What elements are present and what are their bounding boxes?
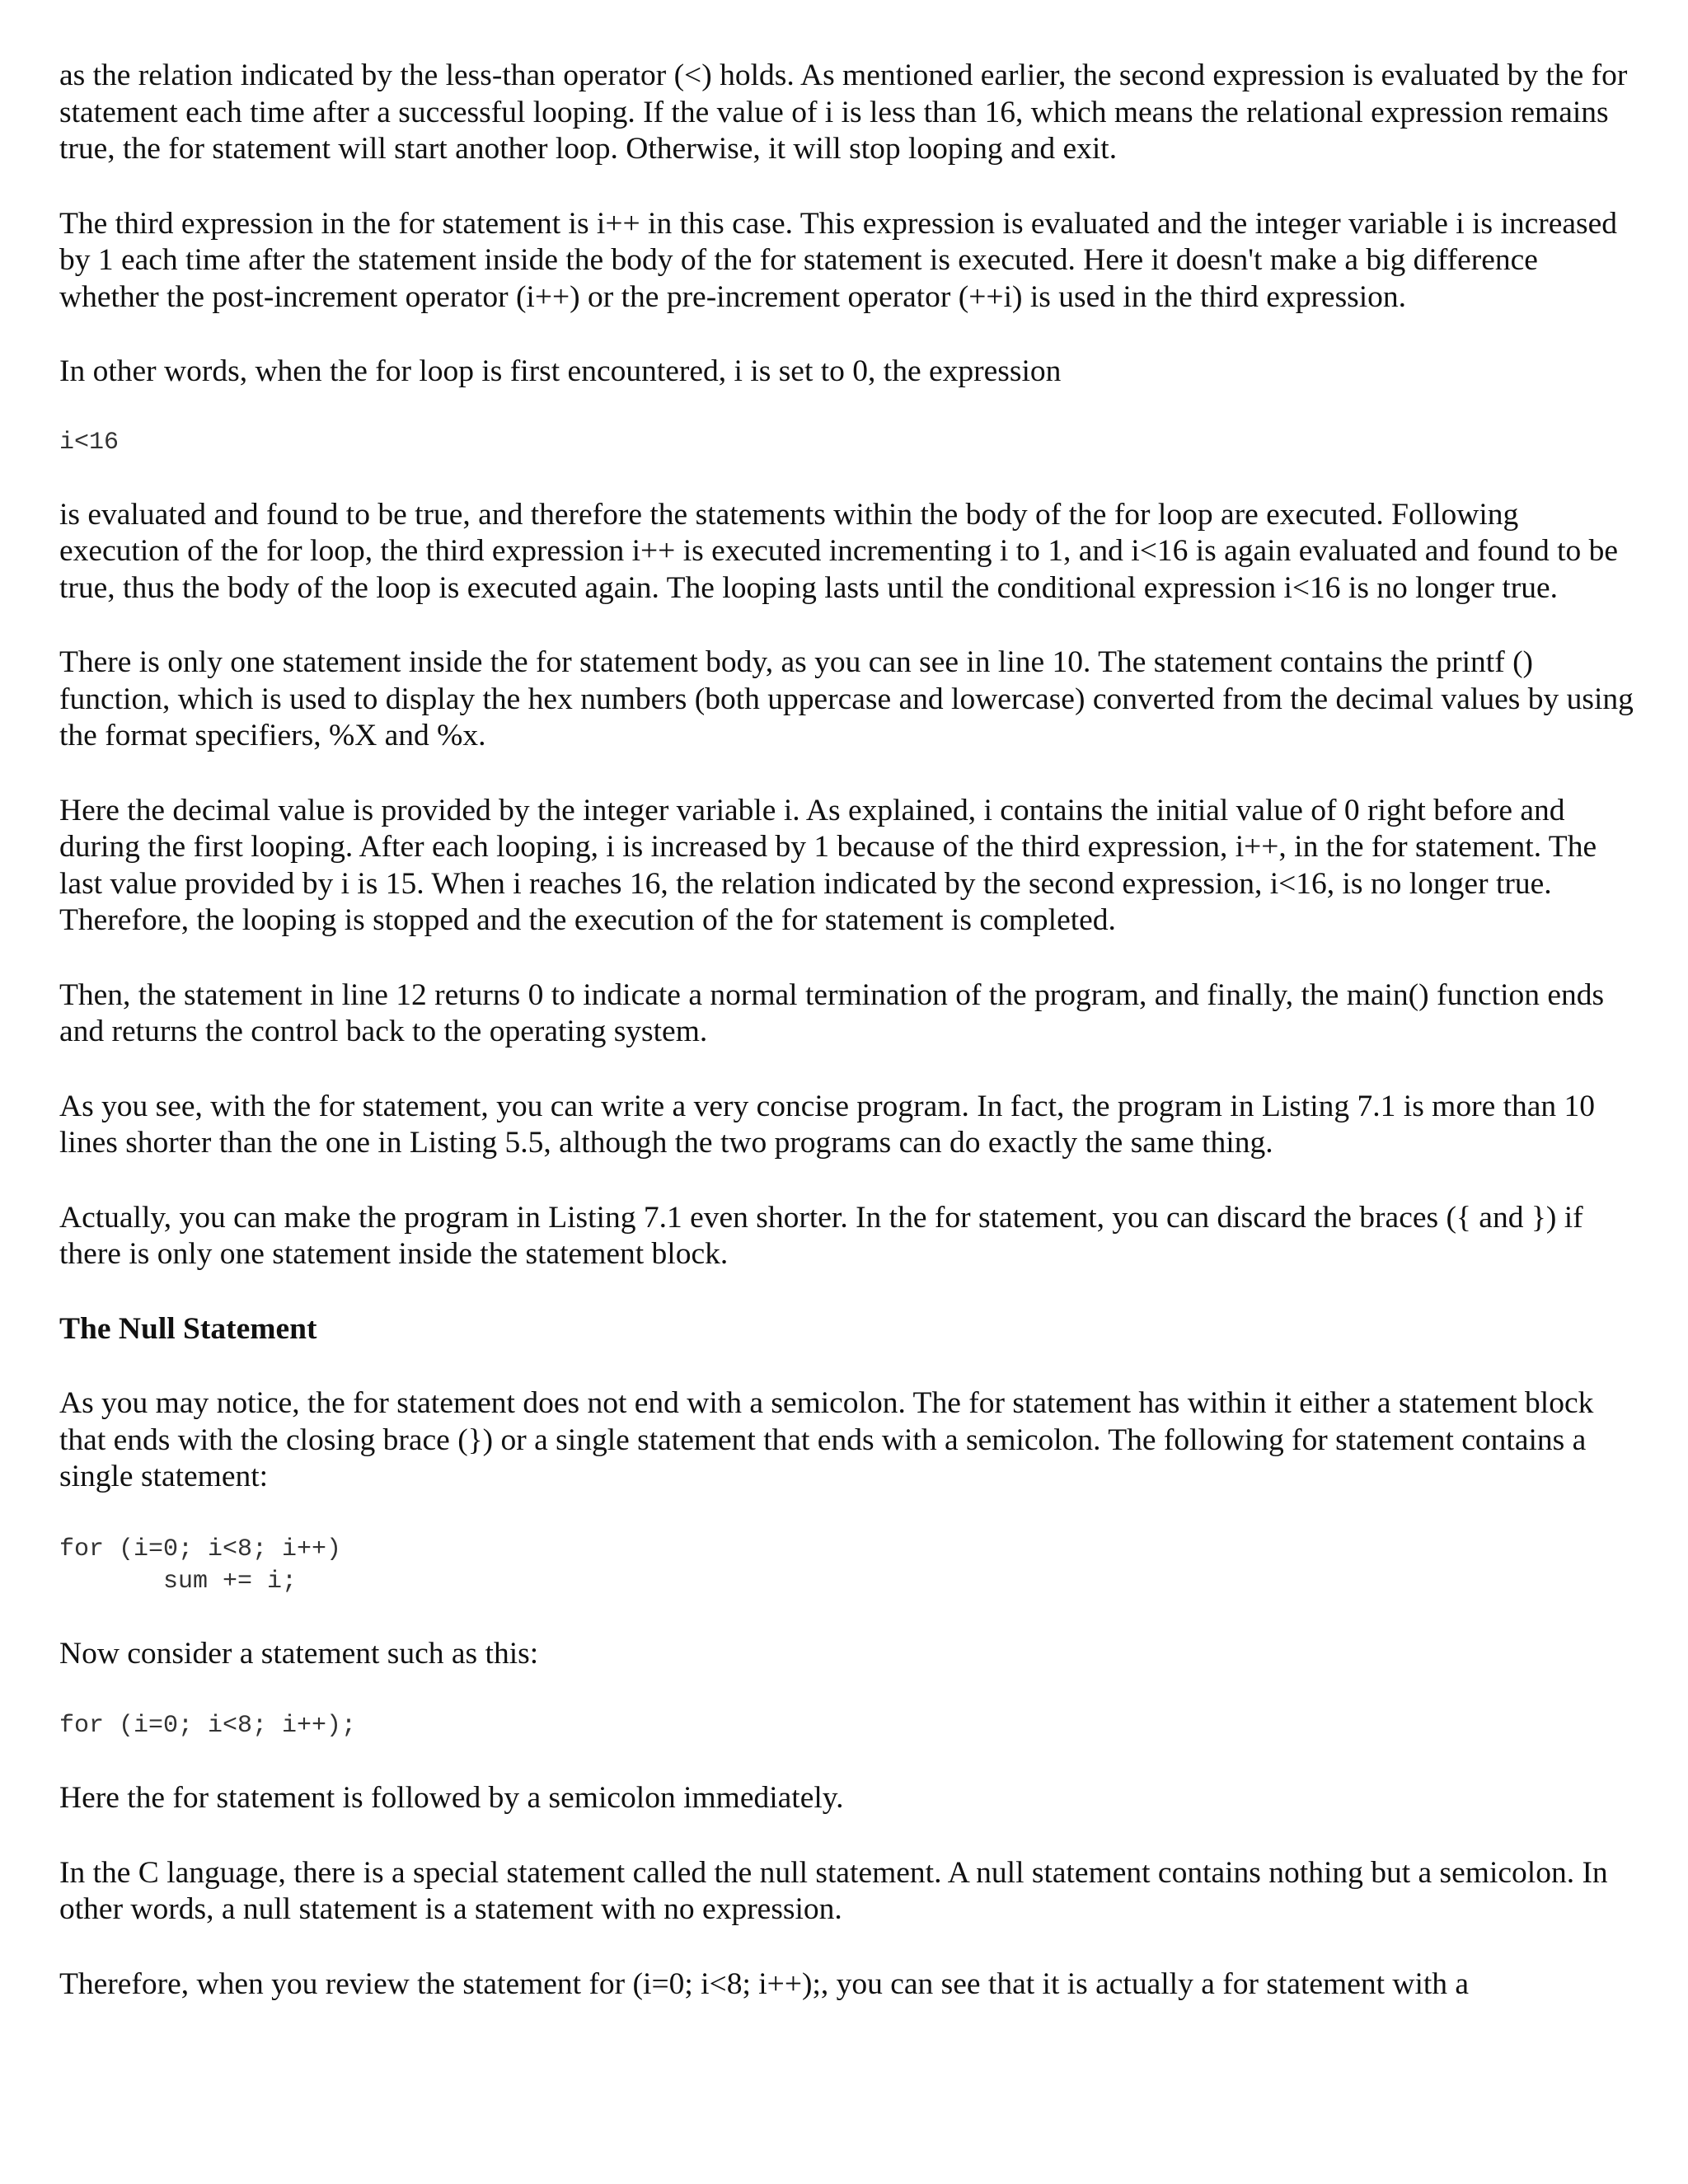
document-page — [59, 58, 1634, 2041]
code-for-loop-sum: for (i=0; i<8; i++) sum += i; — [59, 1535, 342, 1596]
paragraph-no-semicolon: As you may notice, the for statement does not end with a semicolon. The for statement has within it either a statement block that ends with the closing brace (}) or a single statement that ends with a semicolon. The following for statement contains a single statement: — [59, 1386, 1594, 1493]
paragraph-therefore: Therefore, when you review the statement for (i=0; i<8; i++);, you can see that it is actually a for statement with a — [59, 1966, 1470, 2001]
paragraph-evaluated-true: is evaluated and found to be true, and therefore the statements within the body of the for loop are executed. Following execution of the for loop, the third expression i++ is executed incrementing i to 1, and i<16 is again evaluated and found to be true, thus the body of the loop is executed again. The looping lasts until the conditional expression i<16 is no longer true. — [59, 497, 1619, 605]
paragraph-line-12: Then, the statement in line 12 returns 0 to indicate a normal termination of the program, and finally, the main() function ends and returns the control back to the operating system. — [59, 977, 1605, 1048]
section-heading-null-statement: The Null Statement — [59, 1311, 317, 1346]
code-condition: i<16 — [59, 428, 120, 457]
paragraph-consider-statement: Now consider a statement such as this: — [59, 1636, 539, 1671]
paragraph-in-other-words: In other words, when the for loop is first encountered, i is set to 0, the expression — [59, 354, 1062, 388]
paragraph-decimal-value: Here the decimal value is provided by the integer variable i. As explained, i contains the initial value of 0 right before and during the first looping. After each looping, i is increased by 1 because of the third expression, i++, in the for statement. The last value provided by i is 15. When i reaches 16, the relation indicated by the second expression, i<16, is no longer true. Therefore, the looping is stopped and the execution of the for statement is completed. — [59, 793, 1597, 937]
paragraph-null-statement-def: In the C language, there is a special statement called the null statement. A null statement contains nothing but a semicolon. In other words, a null statement is a statement with no expression. — [59, 1855, 1608, 1926]
paragraph-followed-by-semicolon: Here the for statement is followed by a semicolon immediately. — [59, 1781, 844, 1815]
paragraph-third-expression: The third expression in the for statement is i++ in this case. This expression is evaluated and the integer variable i is increased by 1 each time after the statement inside the body of the for statement is executed. Here it doesn't make a big difference whether the post-increment operator (i++) or the pre-increment operator (++i) is used in the third expression. — [59, 206, 1618, 314]
paragraph-concise-program: As you see, with the for statement, you can write a very concise program. In fact, the program in Listing 7.1 is more than 10 lines shorter than the one in Listing 5.5, although the two programs can do exactly the same thing. — [59, 1089, 1596, 1160]
paragraph-one-statement: There is only one statement inside the for statement body, as you can see in line 10. The statement contains the printf () function, which is used to display the hex numbers (both uppercase and lowercase) converted from the decimal values by using the format specifiers, %X and %x. — [59, 645, 1634, 752]
paragraph-even-shorter: Actually, you can make the program in Listing 7.1 even shorter. In the for statement, you can discard the braces ({ and }) if there is only one statement inside the statement block. — [59, 1200, 1583, 1271]
paragraph-relation-holds: as the relation indicated by the less-than operator (<) holds. As mentioned earlier, the second expression is evaluated by the for statement each time after a successful looping. If the value of i is less than 16, which means the relational expression remains true, the for statement will start another loop. Otherwise, it will stop looping and exit. — [59, 59, 1628, 166]
code-for-loop-null: for (i=0; i<8; i++); — [59, 1712, 357, 1740]
